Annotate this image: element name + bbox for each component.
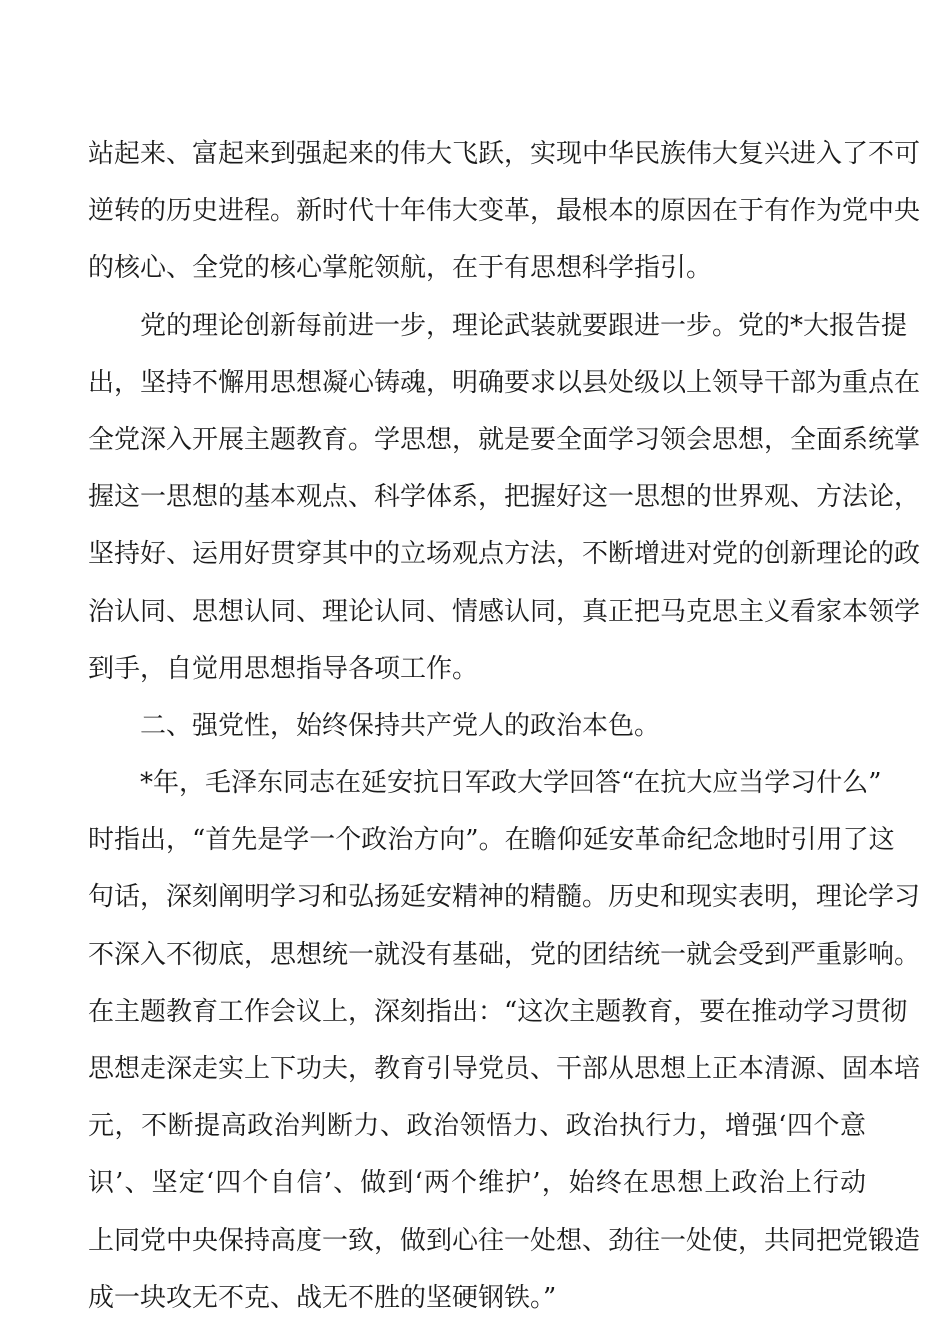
text-line: 识’、坚定‘四个自信’、做到‘两个维护’，始终在思想上政治上行动 [88, 1168, 866, 1199]
text-line: 不深入不彻底，思想统一就没有基础，党的团结统一就会受到严重影响。 [88, 939, 921, 970]
text-line: 时指出，“首先是学一个政治方向”。在瞻仰延安革命纪念地时引用了这 [88, 825, 895, 856]
text-line: 治认同、思想认同、理论认同、情感认同，真正把马克思主义看家本领学 [88, 596, 921, 627]
text-line: 句话，深刻阐明学习和弘扬延安精神的精髓。历史和现实表明，理论学习 [88, 882, 921, 913]
paragraph-2 [88, 298, 921, 698]
paragraph-4 [88, 755, 921, 1327]
text-line: 出，坚持不懈用思想凝心铸魂，明确要求以县处级以上领导干部为重点在 [88, 367, 921, 398]
text-line: 逆转的历史进程。新时代十年伟大变革，最根本的原因在于有作为党中央 [88, 196, 921, 227]
text-line: 成一块攻无不克、战无不胜的坚硬钢铁。” [88, 1282, 557, 1313]
text-line: 的核心、全党的核心掌舵领航，在于有思想科学指引。 [88, 253, 713, 284]
text-line: 全党深入开展主题教育。学思想，就是要全面学习领会思想，全面系统掌 [88, 424, 921, 455]
text-line: 元，不断提高政治判断力、政治领悟力、政治执行力，增强‘四个意 [88, 1111, 866, 1142]
text-line: 党的理论创新每前进一步，理论武装就要跟进一步。党的*大报告提 [140, 310, 908, 341]
text-line: 思想走深走实上下功夫，教育引导党员、干部从思想上正本清源、固本培 [88, 1054, 921, 1084]
document-body [88, 126, 921, 1327]
section-heading [88, 698, 866, 755]
text-line: 站起来、富起来到强起来的伟大飞跃，实现中华民族伟大复兴进入了不可 [88, 139, 921, 169]
paragraph-1 [88, 126, 921, 298]
text-line: 上同党中央保持高度一致，做到心往一处想、劲往一处使，共同把党锻造 [88, 1225, 921, 1256]
text-line: 在主题教育工作会议上，深刻指出：“这次主题教育，要在推动学习贯彻 [88, 996, 908, 1027]
text-line: 握这一思想的基本观点、科学体系，把握好这一思想的世界观、方法论， [88, 482, 921, 513]
text-line: 到手，自觉用思想指导各项工作。 [88, 653, 479, 684]
text-line: 坚持好、运用好贯穿其中的立场观点方法，不断增进对党的创新理论的政 [88, 539, 921, 570]
text-line: *年，毛泽东同志在延安抗日军政大学回答“在抗大应当学习什么” [140, 768, 882, 799]
text-line: 二、强党性，始终保持共产党人的政治本色。 [140, 710, 661, 741]
